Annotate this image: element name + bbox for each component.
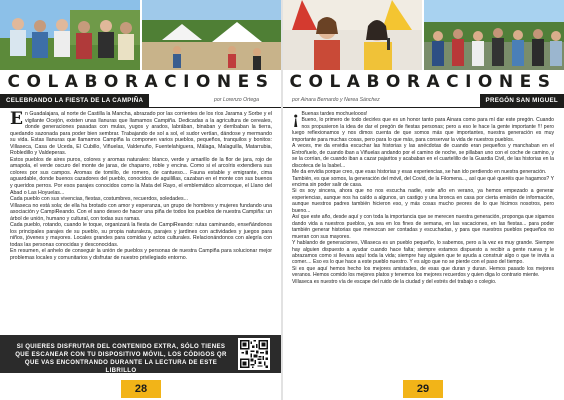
section-title: COLABORACIONES	[289, 72, 557, 92]
photo-event-tents	[142, 0, 282, 70]
page-number: 28	[121, 380, 161, 398]
article-author: por Lorenzo Ortega	[214, 97, 259, 103]
paragraph: A veces, me da envidia escuchar las historias y las anécdotas de cuando eran pequeños y manchaban en el Entroñuelo, de cuando iban a Viñuelas andando por el camino de noche, se pillaban uno con el coche de camino, y se la corrían, de cuando iban a cazar pajaritos y acababan en el cuartelillo de la Guardia Civil, de las historias en la discoteca de la Isabel...	[292, 143, 554, 169]
paragraph: Villaseca no está sola; de ella ha brotado con amor y esperanza, un grupo de hombres y mujeres fundando una asociación y CampiReando. Con el sano deseo de hacer una piña de todos los pueblos de nuestra Campiña: un árbol de unión, humano y cultural, con todas sus ramas.	[10, 202, 272, 222]
drop-cap: ¡	[292, 109, 300, 129]
divider	[0, 107, 282, 108]
qr-info-text: SI QUIERES DISFRUTAR DEL CONTENIDO EXTRA, SÓLO TIENES QUE ESCANEAR CON TU DISPOSITIVO MÓVIL, LOS CÓDIGOS QR QUE VAS ENCONTRANDO DURANTE LA LECTURA DE ESTE LIBRILLO	[15, 343, 227, 374]
paragraph	[10, 111, 272, 157]
drop-cap: E	[10, 109, 23, 129]
paragraph: Así que este año, desde aquí y con toda la importancia que se merecen nuestra generación, proponga que sigamos dando vida a nuestros pueblos, ya sea en los fines de semana, en las vacaciones, en las fiestas... para poder también generar historias que merezcan ser contadas y escuchadas, y para que nuestros pueblos pequeños no mueran con sus mayores.	[292, 214, 554, 240]
paragraph: Y hablando de generaciones, Villaseca es un pueblo pequeño, lo sabemos, pero a la vez es muy grande. Siempre hay alguien dispuesto a ayudar cuando hace falta; siempre estamos dispuesto a recibir a gente nueva y le abrazamos como si llevara aquí toda la vida; siempre hay alguien que te ayuda a construir algo o que te invita a comer.... Eso es lo que hace a este pueblo nuestro. Y es algo que no se pierde con el paso del tiempo.	[292, 240, 554, 266]
paragraph-text: Buenas tardes mochuelooos!	[301, 111, 368, 117]
paragraph: Si os soy sincera, ahora que no nos escucha nadie, este año en verano, ya hemos empezado a generar experiencias, aunque nos ha caído a algunos, un castigo y una bronca en casa por cierta emisión de información, aunque nuestros padres también hicieron eso, y más cosas mucho peores de lo que hicimos nosotros, pero bueno...	[292, 188, 554, 214]
paragraph: Si es que aquí hemos hecho los mejores amistades, de esas que duran y duran. Hemos pasado los mejores veranos. Hemos comido los mejores platos y tenemos los mejores recuerdos y quien diga lo contrario miente.	[292, 265, 554, 279]
divider	[282, 107, 564, 108]
photo-speakers	[282, 0, 422, 70]
article-subtitle: CELEBRANDO LA FIESTA DE LA CAMPIÑA	[0, 94, 149, 107]
paragraph: Villaseca es nuestro vía de escape del ruido de la ciudad y del estrés del trabajo o colegio.	[292, 278, 497, 285]
paragraph: En resumen, el anhelo de conseguir la unión de pueblos y personas de nuestra Campiña para solucionar mejor problemas locales y comunitarios y disfrutar de nuestro privilegiado entorno.	[10, 248, 272, 262]
article-body	[292, 111, 554, 285]
article-body	[10, 111, 272, 262]
paragraph: Me da envidia porque creo, que esas historias y esas experiencias, se han ido perdiendo en nuestra generación.	[292, 169, 547, 176]
paragraph: También, es que somos, la generación del móvil, del Covid, de la Filomena..., así que qué queréis que hagamos? Y encima sin poder salir de casa.	[292, 175, 554, 188]
article-subtitle: PREGÓN SAN MIGUEL	[480, 94, 564, 107]
photo-strip	[282, 0, 564, 70]
section-title: COLABORACIONES	[7, 72, 275, 92]
paragraph: Estos pueblos de aires puros, colores y aromas naturales: blanco, verde y amarillo de la flor de jara, rojo de amapola, el verde oscuro del monte de jaras, de chaparro, roble y encina. Como si el arcoíris extendiera sus colores por sus campos. Aromas de tomillo, de romero, de cantueso... Fauna estable y emigrante, cima aguardable, donde buenos cazadores del pueblo, conocidos de aguilillas, cazaban en el monte con sus buenos y queridos perros. Por esos parajes conocidos como la Mata del Rayo, el emblemático alcornoque, el Llano del Abad o Las Hoyuelas...	[10, 156, 272, 196]
paragraph: Cada pueblo, rotando, cuando le toque, organizará la fiesta de CampiReando: rutas caminando, enseñándonos los principales parajes de su pueblo, su propia naturaleza, parajes y jardines con actividades y juegos para niños, jóvenes y mayores. Locales grandes para comidas y actos culturales. Relacionándonos con alegría con todas las personas conocidas y desconocidas.	[10, 222, 272, 248]
paragraph-text: n Guadalajara, al norte de Castilla la Mancha, abrazado por las corrientes de los ríos Jarama y Sorbe y el vigilante Ocejón, existen unas llanuras que llamamos Campiña. Dedicadas a la agricultura de cereales, donde generaciones pasadas con mulas, yugos y arados, labrában, binaban y derribaban la tierra, quedando sazonada para poder bien sembrar. Trabajando de sol a sol, el sudor vertían, dándose y mermando su vida. Estas llanuras que llamamos Campiña la componen varios pueblos, pequeños, tranquilos y bonitos: Villaseca, Casa de Uceda, El Cubillo, Viñuelas, Valdenuño, Fuentelahiguera, Málaga, Malaguilla, Matarrubia, Robledillo y Valdeperas.	[10, 111, 272, 157]
qr-code-icon[interactable]	[238, 338, 270, 370]
article-author: por Ainara Bernardo y Nerea Sánchez	[292, 97, 380, 103]
photo-strip	[0, 0, 282, 70]
photo-group-people	[0, 0, 140, 70]
book-spine	[281, 0, 283, 400]
paragraph: Bueno, lo primero de todo decirles que es un honor tanto para Ainara como para mí dar este pregón. Cuando nos propusieron la idea de dar el pregón de fiestas personas; pero a eso le hace la gente importante !!! pero luego reflexionamos y nos dimos cuenta de que somos más que importantes, nuestra generación es muy importante para muchas cosas, pero para lo que más, para conservar la vida de nuestros pueblos.	[292, 117, 554, 143]
page-number: 29	[403, 380, 443, 398]
paragraph: Cada pueblo con sus vivencias, fiestas, costumbres, recuerdos, soledades...	[10, 196, 189, 203]
photo-crowd	[424, 0, 564, 70]
right-page	[282, 0, 564, 400]
